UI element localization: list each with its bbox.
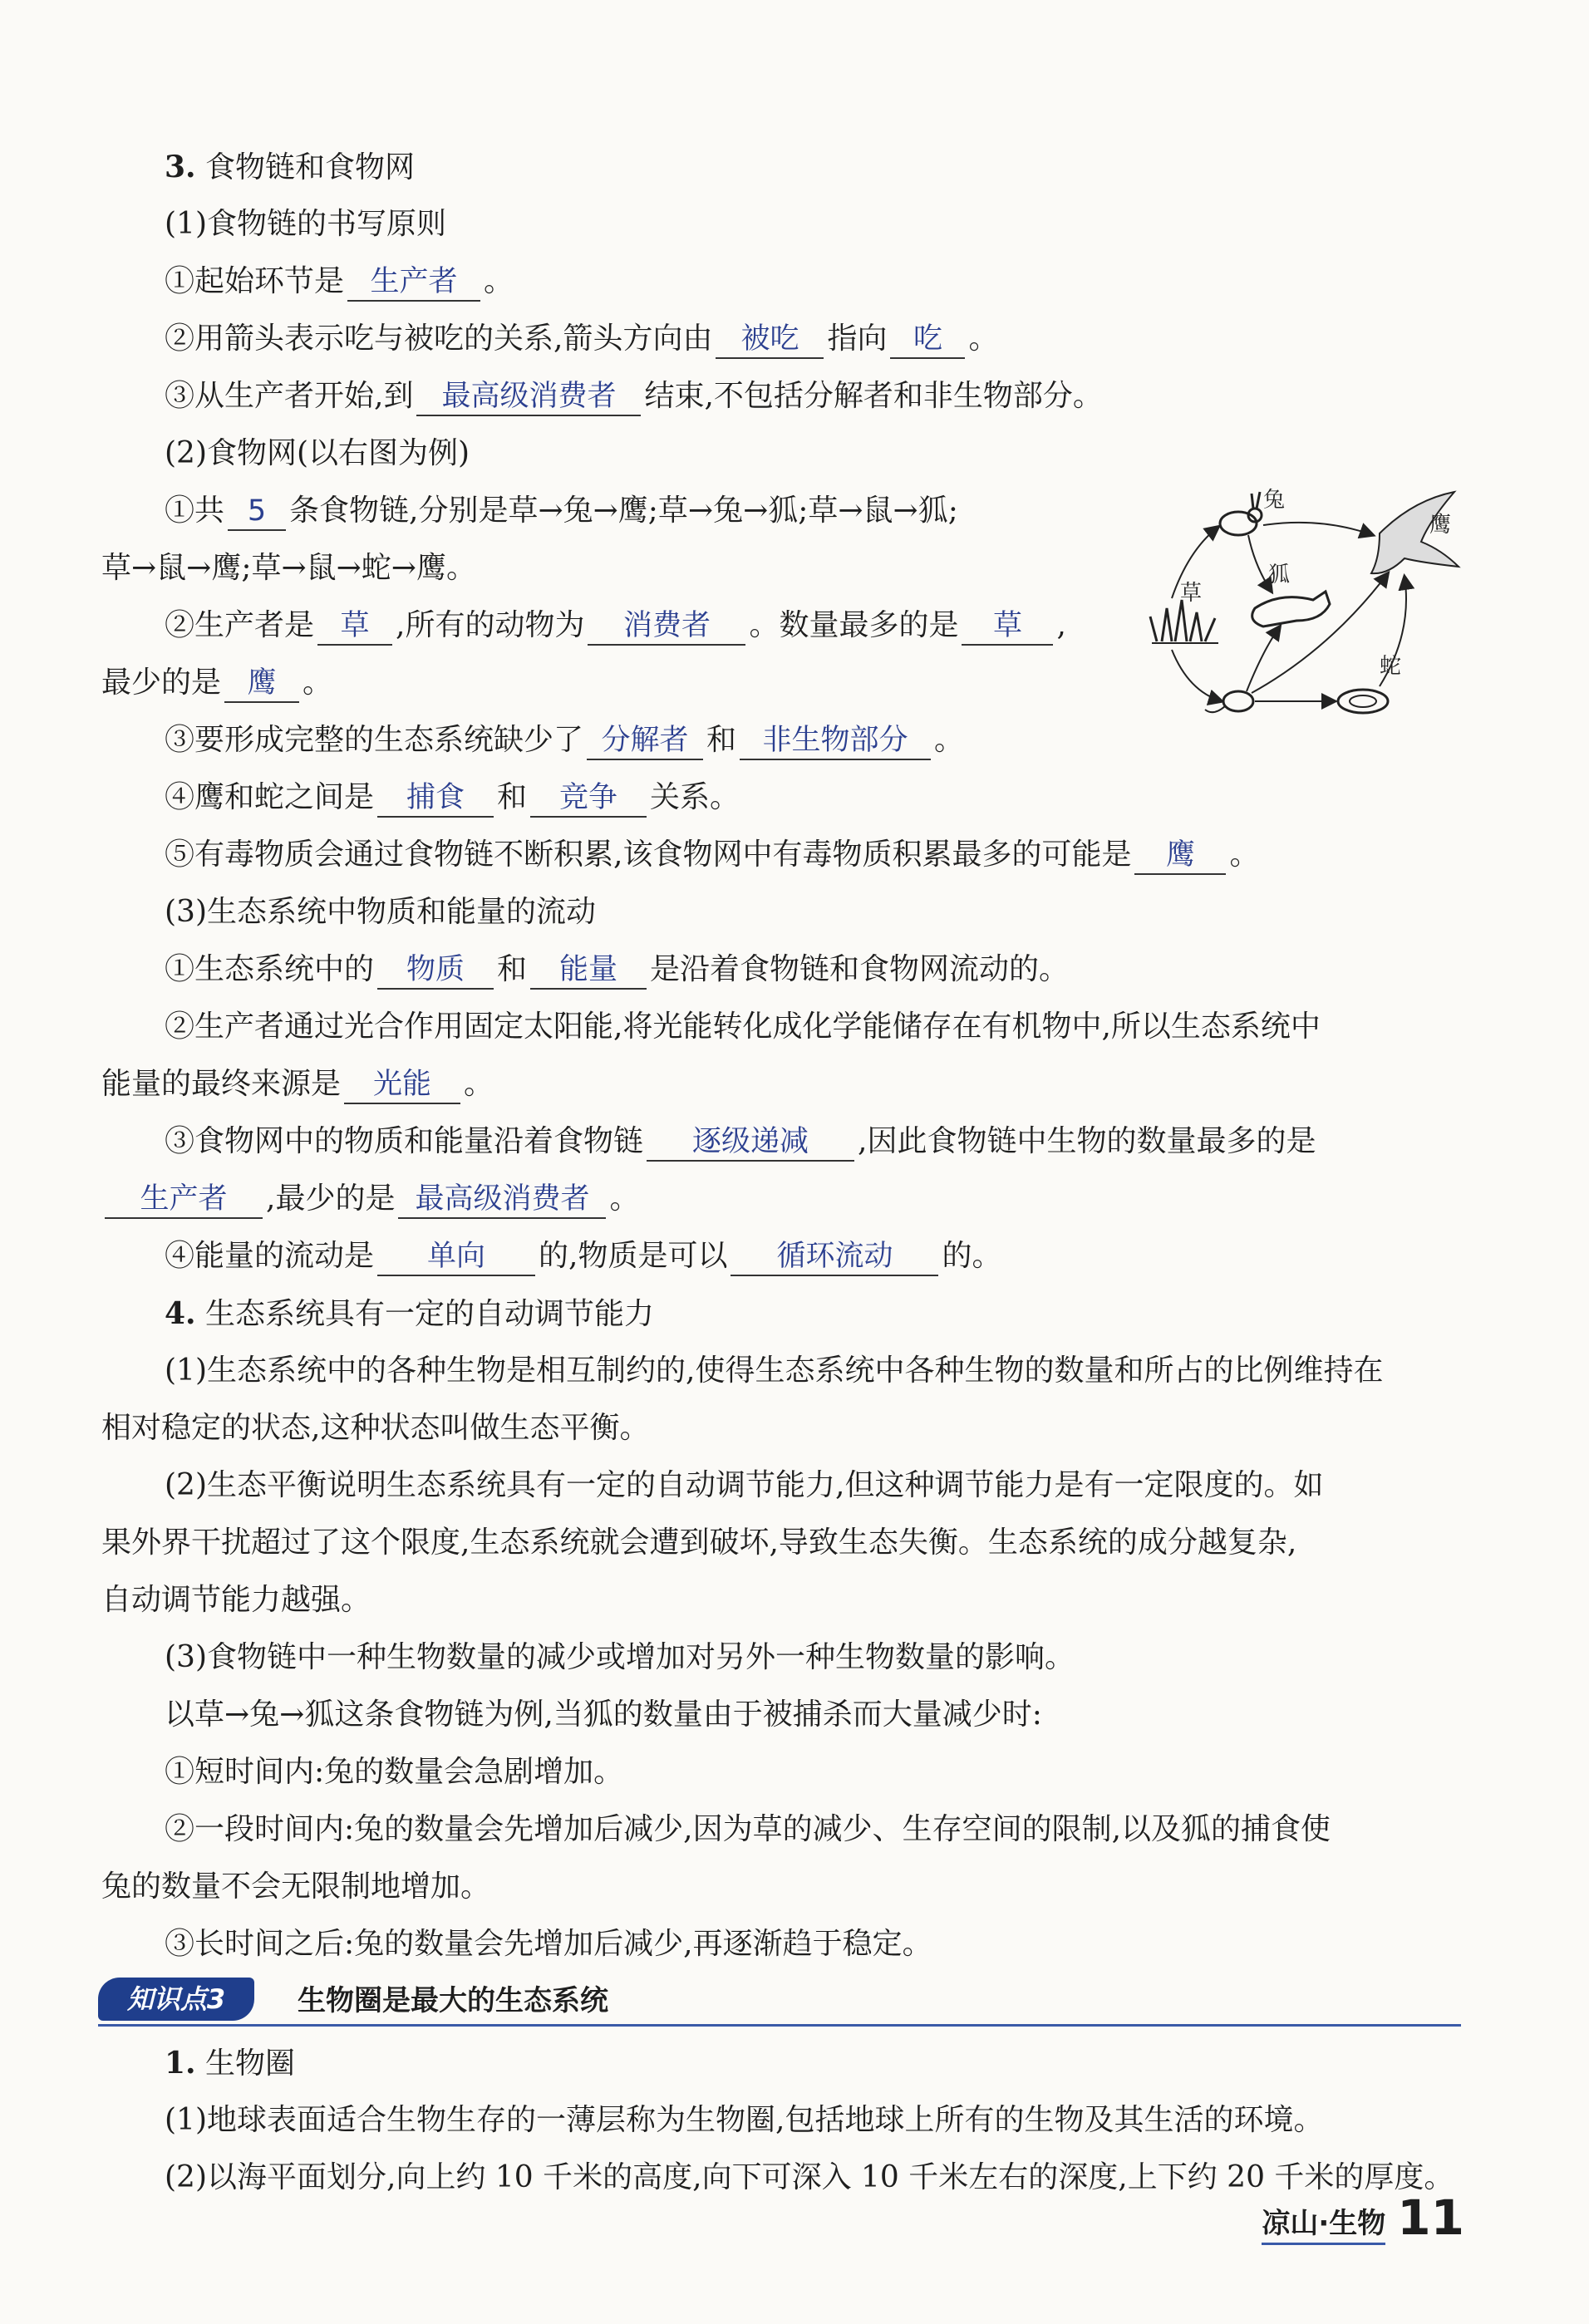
s4-para-3-intro: 以草→兔→狐这条食物链为例,当狐的数量由于被捕杀而大量减少时: [165, 1698, 1042, 1732]
food-web-arrows [1172, 523, 1406, 701]
answer-blank: 消费者 [588, 607, 745, 646]
s4-para-2: (2)生态平衡说明生态系统具有一定的自动调节能力,但这种调节能力是有一定限度的。如 [165, 1468, 1324, 1502]
flow-item-1: ①生态系统中的 物质 和 能量 是沿着食物链和食物网流动的。 [165, 949, 1069, 990]
s4-para-3-item-2-cont: 兔的数量不会无限制地增加。 [101, 1870, 491, 1904]
answer-blank: 逐级递减 [647, 1123, 854, 1162]
section-3-heading: 3. 食物链和食物网 [165, 150, 416, 184]
fox-label: 狐 [1268, 563, 1291, 587]
eagle-label: 鹰 [1429, 513, 1452, 538]
answer-blank: 被吃 [716, 321, 824, 359]
answer-blank: 生产者 [105, 1181, 263, 1219]
answer-blank: 5 [228, 493, 286, 531]
answer-blank: 单向 [377, 1238, 535, 1276]
food-web-diagram [1139, 484, 1471, 733]
s4-para-2-cont: 果外界干扰超过了这个限度,生态系统就会遭到破坏,导致生态失衡。生态系统的成分越复杂, [101, 1526, 1297, 1560]
s4-para-1: (1)生态系统中的各种生物是相互制约的,使得生态系统中各种生物的数量和所占的比例维持在 [165, 1354, 1384, 1388]
answer-blank: 非生物部分 [740, 722, 931, 760]
snake-figure [1338, 690, 1388, 713]
answer-blank: 鹰 [1134, 837, 1226, 875]
grass-figure [1150, 600, 1218, 643]
rabbit-figure [1220, 492, 1262, 535]
biosphere-para-1: (1)地球表面适合生物生存的一薄层称为生物圈,包括地球上所有的生物及其生活的环境。 [165, 2103, 1324, 2137]
answer-blank: 循环流动 [731, 1238, 938, 1276]
knowledge-point-title: 生物圈是最大的生态系统 [298, 1984, 608, 2017]
web-item-4: ④鹰和蛇之间是 捕食 和 竞争 关系。 [165, 777, 740, 818]
flow-item-4: ④能量的流动是 单向 的,物质是可以 循环流动 的。 [165, 1236, 1001, 1277]
answer-blank: 光能 [344, 1066, 460, 1104]
s4-para-3-item-3: ③长时间之后:兔的数量会先增加后减少,再逐渐趋于稳定。 [165, 1927, 932, 1961]
rabbit-label: 兔 [1263, 488, 1286, 513]
biosphere-para-2: (2)以海平面划分,向上约 10 千米的高度,向下可深入 10 千米左右的深度,上下约 20 千米的厚度。 [165, 2160, 1454, 2194]
grass-label: 草 [1180, 581, 1203, 606]
web-item-3: ③要形成完整的生态系统缺少了 分解者 和 非生物部分 。 [165, 720, 964, 761]
s4-para-2-cont2: 自动调节能力越强。 [101, 1583, 371, 1617]
answer-blank: 最高级消费者 [416, 378, 641, 416]
flow-item-2-cont: 能量的最终来源是 光能 。 [101, 1064, 494, 1105]
answer-blank: 竞争 [530, 779, 647, 818]
rule-2: ②用箭头表示吃与被吃的关系,箭头方向由 被吃 指向 吃 。 [165, 318, 998, 360]
answer-blank: 捕食 [377, 779, 494, 818]
s4-para-1-cont: 相对稳定的状态,这种状态叫做生态平衡。 [101, 1411, 650, 1445]
snake-label: 蛇 [1380, 654, 1402, 679]
answer-blank: 物质 [377, 951, 494, 990]
answer-blank: 最高级消费者 [398, 1181, 606, 1219]
answer-blank: 鹰 [224, 665, 299, 703]
rule-1: ①起始环节是 生产者 。 [165, 261, 514, 302]
web-item-2: ②生产者是 草 ,所有的动物为 消费者 。数量最多的是 草 , [165, 605, 1066, 646]
answer-blank: 分解者 [587, 722, 703, 760]
section-4-heading: 4. 生态系统具有一定的自动调节能力 [165, 1296, 655, 1331]
mouse-figure [1205, 691, 1253, 712]
flow-item-3: ③食物网中的物质和能量沿着食物链 逐级递减 ,因此食物链中生物的数量最多的是 [165, 1121, 1316, 1162]
web-item-1-cont: 草→鼠→鹰;草→鼠→蛇→鹰。 [101, 551, 476, 585]
answer-blank: 草 [317, 607, 392, 646]
knowledge-point-badge: 知识点3 [98, 1978, 254, 2021]
s4-para-3-item-1: ①短时间内:兔的数量会急剧增加。 [165, 1755, 624, 1789]
sub-heading-3: (3)生态系统中物质和能量的流动 [165, 895, 596, 929]
fox-figure [1252, 592, 1330, 626]
footer-subject: 凉山·生物 [1262, 2204, 1385, 2245]
web-item-5: ⑤有毒物质会通过食物链不断积累,该食物网中有毒物质积累最多的可能是 鹰 。 [165, 834, 1259, 876]
s4-para-3-head: (3)食物链中一种生物数量的减少或增加对另外一种生物数量的影响。 [165, 1640, 1075, 1674]
answer-blank: 生产者 [347, 263, 480, 302]
knowledge-point-banner [98, 1974, 1461, 2027]
flow-item-2: ②生产者通过光合作用固定太阳能,将光能转化成化学能储存在有机物中,所以生态系统中 [165, 1010, 1321, 1044]
answer-blank: 草 [962, 607, 1053, 646]
s4-para-3-item-2: ②一段时间内:兔的数量会先增加后减少,因为草的减少、生存空间的限制,以及狐的捕食使 [165, 1812, 1331, 1846]
page-number: 11 [1397, 2189, 1464, 2246]
flow-item-3-cont: 生产者 ,最少的是 最高级消费者 。 [101, 1178, 639, 1220]
biosphere-heading: 1. 生物圈 [165, 2046, 296, 2081]
answer-blank: 能量 [530, 951, 647, 990]
sub-heading-1: (1)食物链的书写原则 [165, 207, 446, 241]
answer-blank: 吃 [890, 321, 965, 359]
web-item-2-cont: 最少的是 鹰 。 [101, 662, 332, 704]
web-item-1: ①共 5 条食物链,分别是草→兔→鹰;草→兔→狐;草→鼠→狐; [165, 490, 958, 532]
page-footer [1262, 2187, 1464, 2245]
rule-3: ③从生产者开始,到 最高级消费者 结束,不包括分解者和非生物部分。 [165, 376, 1103, 417]
sub-heading-2: (2)食物网(以右图为例) [165, 436, 470, 470]
